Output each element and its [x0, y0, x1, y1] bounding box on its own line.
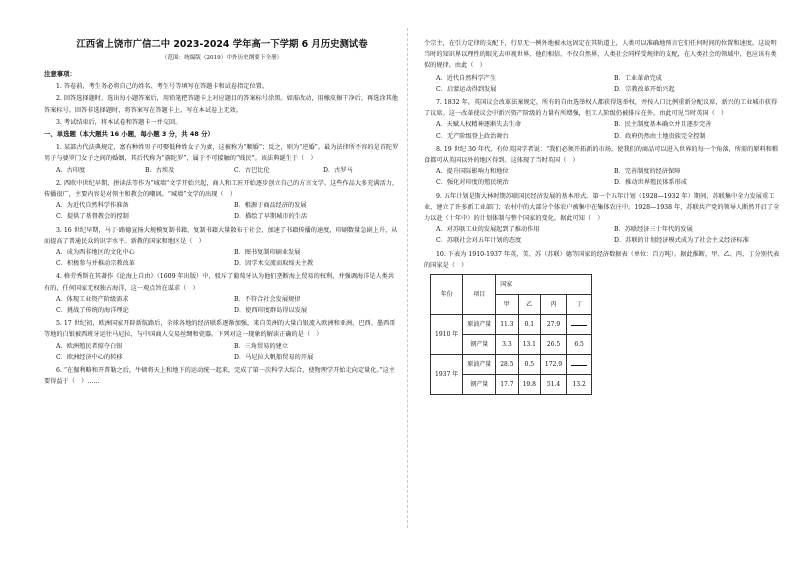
question-stem: 1. 某部古代法典规定，富有种姓男子可娶低种姓女子为妻，这被称为“顺婚”；反之，则为“逆婚”。最为法律所不容的是首陀罗男子与婆罗门女子之间的婚姻，其后代称为“旃陀罗”，属于不可接触的“贱民”。该法典诞生于（ ） — [44, 144, 399, 163]
option-b: B．三角贸易的建立 — [234, 342, 289, 350]
option-b: B．苏联经济三十年代的发展 — [614, 226, 693, 234]
notice-item: 2. 回答选择题时，选出每小题答案后，用铅笔把答题卡上对应题目的答案标号涂黑。如需改动，用橡皮擦干净后，再选涂其他答案标号。回答非选择题时，将答案写在答题卡上，写在本试卷上无效。 — [44, 95, 398, 114]
question-stem: 5. 17 世纪初，欧洲国家开辟新航路后，全球各地的经济联系逐渐加强，来自美洲的大量白银流入欧洲和亚洲，巴西、墨西哥等地的白银被西班牙运往马尼拉，与中国商人交易丝绸和瓷器。下列对这一现象的解读正确的是（ ） — [44, 320, 396, 339]
option-d: D．宗教改革开始兴起 — [614, 85, 675, 93]
option-d: D．因学术交流而取缔天主教 — [234, 260, 314, 268]
option-c: C．苏联社会对五年计划的态度 — [436, 237, 522, 245]
value-cell: 3.3 — [496, 335, 518, 355]
notice-item: 3. 考试结束后，将本试卷和答题卡一并交回。 — [56, 118, 182, 126]
option-a: A．为近代自然科学作准备 — [56, 202, 129, 210]
option-d: D．描绘了早期城市的生活 — [234, 213, 308, 221]
question-options — [44, 165, 400, 176]
country-ding: 丁 — [567, 295, 592, 315]
notice-item: 1. 答卷前，考生务必将自己的姓名、考生号等填写在答题卡和试卷指定位置。 — [56, 83, 269, 91]
option-b: B．工业革命完成 — [614, 74, 662, 82]
item-cell: 钢产量 — [463, 375, 496, 395]
option-d: D．使西印度群岛得以发展 — [234, 307, 308, 315]
question-options — [44, 200, 400, 222]
value-cell: 6.5 — [567, 335, 592, 355]
question-stem: 3. 16 世纪早期，马丁·路德宣扬大规模复制书籍，复制书籍大量散布于社会，加速了书籍传播的速度，印刷数量急剧上升，从而提高了普通民众的识字水平。新教的国家和地区是（ ） — [44, 226, 398, 245]
table-header-row — [431, 275, 592, 295]
question-options — [44, 247, 400, 269]
item-cell: 钢产量 — [463, 335, 496, 355]
option-b: B．完善制度的经济保障 — [614, 168, 681, 176]
option-d: D．政府仍然由土地贵族完全控制 — [614, 132, 706, 140]
column-divider — [407, 28, 408, 528]
option-b: B．根源于商品经济的发展 — [234, 202, 307, 210]
option-a: A．成为西非地区的文化中心 — [56, 249, 135, 257]
question-stem: 4. 格劳秀斯在其著作《论海上自由》（1609 年出版）中，驳斥了葡萄牙认为他们垄断海上贸易的权利，并强调海洋是人类共有的，任何国家无权独占海洋，这一观点旨在谋求（ ） — [44, 273, 395, 292]
option-a: A．古印度 — [56, 166, 86, 174]
option-d: D．推动世界殖民体系形成 — [614, 179, 688, 187]
value-cell: 0.5 — [518, 355, 540, 375]
question-options — [424, 224, 780, 246]
section-heading: 一、单选题（本大题共 16 小题，每小题 3 分，共 48 分） — [44, 130, 214, 139]
country-yi: 乙 — [518, 295, 540, 315]
question-stem: 2. 西欧中世纪早期，拼读法等作为“城墙”文学开始兴起，商人和工匠开始逐步创立自己的方言文学。这些作品大多充满活力，传播很广，主要内容是对领主和教会的嘲讽。“城墙”文学的出现（ ） — [44, 179, 399, 199]
year-cell: 1910 年 — [431, 315, 463, 355]
option-b: B．图书复制印刷业发展 — [234, 249, 301, 257]
value-cell: 28.5 — [496, 355, 518, 375]
option-a: A．近代自然科学产生 — [436, 74, 497, 82]
value-cell: 51.4 — [540, 375, 566, 395]
question-stem: 10. 下表为 1910-1937 年英、美、苏（苏联）德等国家的经济数据表（单位：百万吨）。据此推断，甲、乙、丙、丁分别代表的国家是（ ） — [424, 250, 780, 269]
option-d: D．古罗马 — [323, 166, 353, 174]
question-stem: 8. 19 世纪 30 年代，有位英国学者说：“我们必须开拓新的市场，使我们的商品可以进入世界的每一个角落，所需的原料和粮食都可从英国以外的地区得到。这体现了当时英国（ ） — [424, 145, 779, 165]
option-c: C．强化对印度的殖民统治 — [436, 179, 509, 187]
option-c: C．古巴比伦 — [234, 166, 270, 174]
option-a: A．欧洲殖民者掠夺白银 — [56, 342, 123, 350]
option-c: C．提供了基督教会的控制 — [56, 213, 129, 221]
question-options — [424, 166, 780, 188]
question-stem: 9. 五年计划是斯大林时期苏联国民经济发展的基本形式。第一个五年计划（1928—1932 年）期间，苏联集中全力发展重工业，建立了许多新工业部门；农村中的大部分个体农户被集中在集体农庄中。1928—1938 年，苏联共产党的领导人断然开启了全力以赴（十年中）的计划体制与整个国家的变化。据此可知（ ） — [424, 192, 780, 223]
table-header-item: 项目 — [463, 275, 496, 315]
question-stem: 个宗主，在引力定律的支配下，行星无一例外地被永远固定在其轨道上，人类可以准确地预言它们任何时间的位置和速度。这说明当时的知识界以理性的眼光去审视世界，他们相信，不仅自然界，人类社会同样受规律的支配，在人类社会的领域中，也应该有类似的规律。由此（ ） — [424, 40, 777, 70]
question-options — [44, 294, 400, 316]
option-a: A．提升国际影响力和地位 — [436, 168, 509, 176]
item-cell: 原油产量 — [463, 315, 496, 335]
value-cell-blank — [567, 315, 592, 335]
table-header-year: 年份 — [431, 275, 463, 315]
value-cell: 27.9 — [540, 315, 566, 335]
option-a: A．体现工业资产阶级需求 — [56, 295, 129, 303]
notice-heading: 注意事项： — [44, 70, 76, 78]
blank-line — [571, 318, 587, 326]
value-cell: 0.1 — [518, 315, 540, 335]
option-c: C．启蒙运动得到发展 — [436, 85, 497, 93]
option-c: C．欧洲经济中心的转移 — [56, 353, 123, 361]
option-d: D．马尼拉大帆船贸易的开展 — [234, 353, 314, 361]
value-cell: 17.7 — [496, 375, 518, 395]
question-options — [44, 341, 400, 363]
value-cell: 19.8 — [518, 375, 540, 395]
country-jia: 甲 — [496, 295, 518, 315]
question-options — [424, 119, 780, 141]
table-row — [431, 355, 592, 375]
value-cell: 172.9 — [540, 355, 566, 375]
table-row — [431, 315, 592, 335]
option-a: A．对苏联工业的发展起到了推动作用 — [436, 226, 540, 234]
option-b: B．不符合社会发展规律 — [234, 295, 301, 303]
exam-subtitle: （范围：统编版（2019）中外历史纲要下全册） — [161, 55, 283, 61]
year-cell: 1937 年 — [431, 355, 463, 395]
option-b: B．民主制度基本确立并且逐步完善 — [614, 121, 712, 129]
option-c: C．无产阶级登上政治舞台 — [436, 132, 509, 140]
option-c: C．挑战了传统的海洋理论 — [56, 307, 129, 315]
right-column — [424, 38, 780, 398]
left-column — [44, 36, 400, 387]
country-bing: 丙 — [540, 295, 566, 315]
blank-line — [571, 358, 587, 366]
question-stem: 7. 1832 年，英国议会改革法案规定，所有的自由选举权人都获得选举权，并按人口比例重新分配议席，新兴的工业城市获得了议席。这一改革使议会中新兴资产阶级的力量有所增强，但工人阶级仍被排斥在外。由此可见当时英国（ ） — [424, 99, 778, 118]
exam-title: 江西省上饶市广信二中 2023-2024 学年高一下学期 6 月历史测试卷 — [76, 39, 368, 50]
option-a: A．天赋人权精神逐渐失去生命 — [436, 121, 521, 129]
table-header-country: 国家 — [496, 275, 592, 295]
option-c: C．积极参与并推动宗教改革 — [56, 260, 135, 268]
question-options — [424, 73, 780, 95]
item-cell: 原油产量 — [463, 355, 496, 375]
question-stem: 6. “在伽利略和开普勒之后，牛顿将天上和地下的运动统一起来，完成了第一次科学大综合，使物理学开始走向定量化。”这主要得益于（ ）…… — [44, 367, 396, 386]
option-b: B．古埃及 — [145, 166, 175, 174]
value-cell-blank — [567, 355, 592, 375]
value-cell: 13.1 — [518, 335, 540, 355]
option-d: D．苏联的计划经济模式成为了社会主义经济标准 — [614, 237, 749, 245]
value-cell: 26.5 — [540, 335, 566, 355]
value-cell: 11.3 — [496, 315, 518, 335]
value-cell: 13.2 — [567, 375, 592, 395]
economic-data-table — [430, 274, 592, 395]
